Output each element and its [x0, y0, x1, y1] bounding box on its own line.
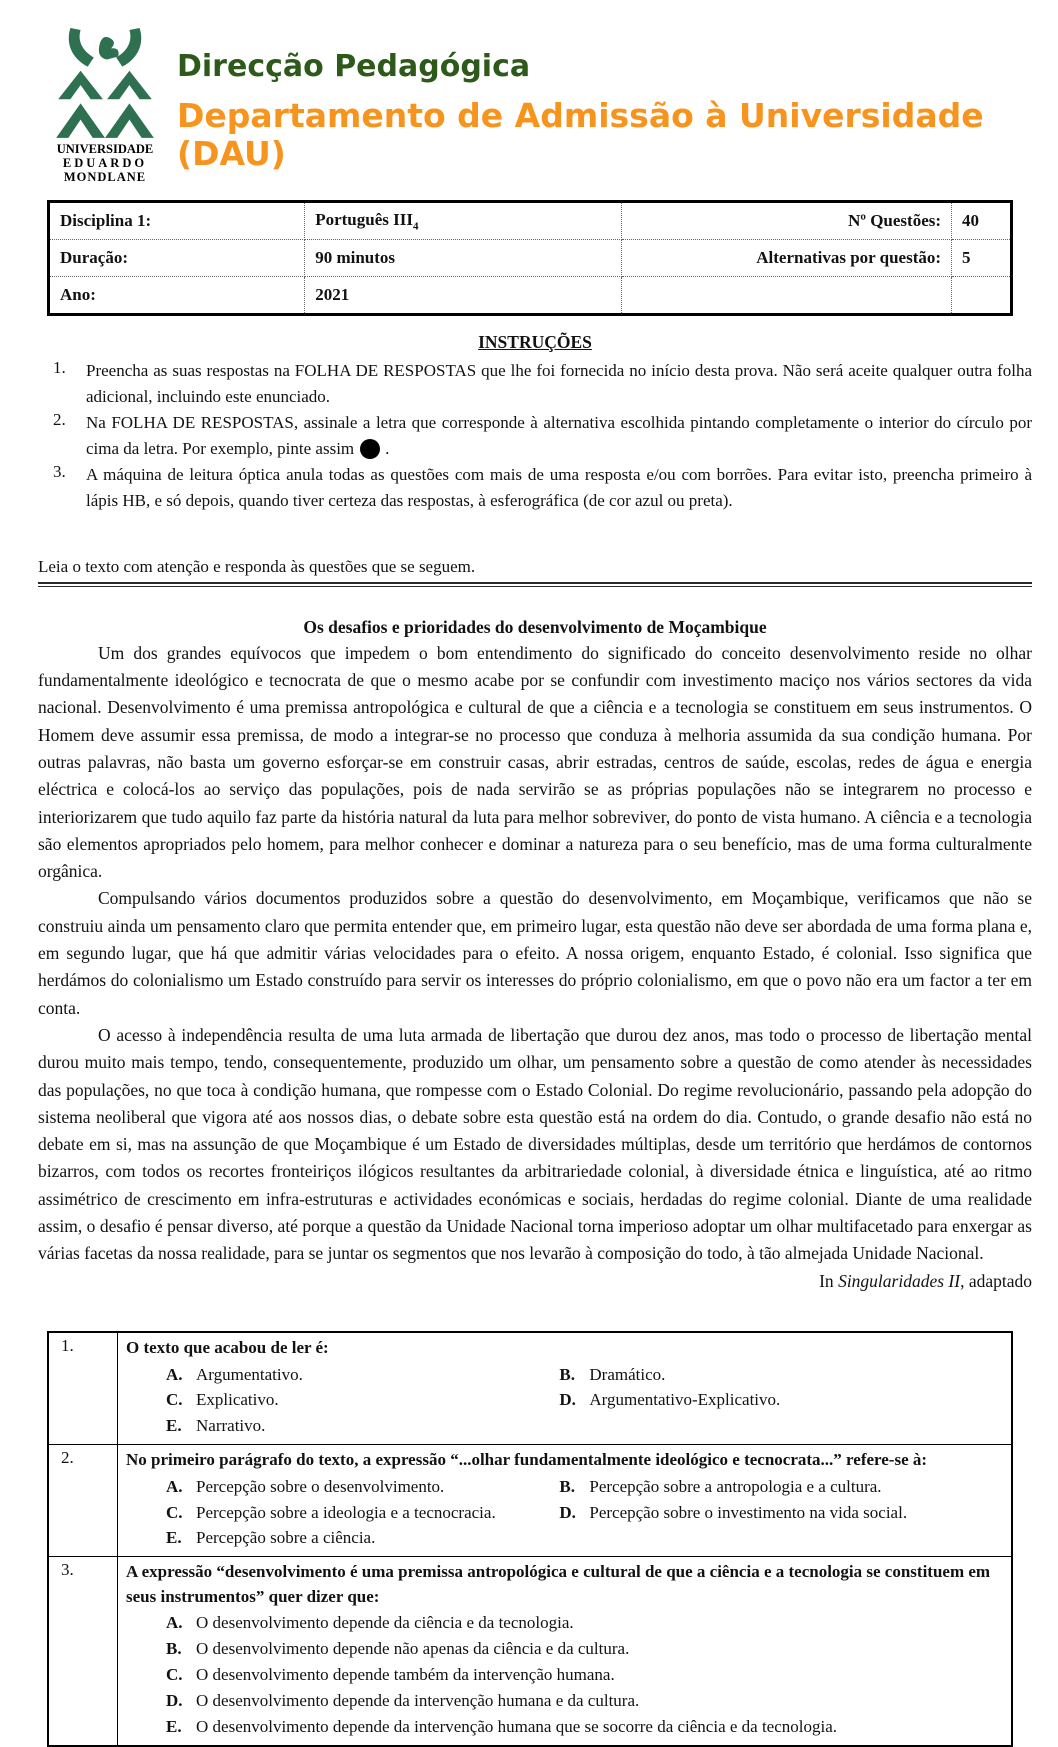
question-3-cell [118, 1557, 1013, 1746]
university-name-line2: EDUARDO [62, 156, 148, 170]
duracao-value: 90 minutos [305, 240, 622, 277]
duracao-label: Duração: [49, 240, 305, 277]
option-e [166, 1714, 1003, 1740]
instruction-item-2 [38, 410, 1032, 461]
question-3-number: 3. [48, 1557, 118, 1746]
option-text: O desenvolvimento depende não apenas da ciência e da cultura. [196, 1639, 630, 1659]
option-letter: A. [166, 1476, 183, 1496]
exam-info-table [47, 200, 1013, 316]
option-letter: B. [166, 1639, 182, 1659]
option-text: Percepção sobre o desenvolvimento. [196, 1476, 445, 1496]
university-name-line1: UNIVERSIDADE [56, 142, 154, 156]
question-1-options [126, 1362, 1003, 1439]
option-letter: D. [559, 1502, 576, 1522]
option-a [166, 1362, 559, 1388]
option-a [166, 1474, 559, 1500]
instruction-text: A máquina de leitura óptica anula todas as questões com mais de uma resposta e/ou com borrões. Para evitar isto, preencha primeiro à lápis HB, e só depois, quando tiver certeza das respostas, à esferográfica (de cor azul ou preta). [86, 465, 1032, 510]
num-questoes-label: Nº Questões: [622, 202, 952, 240]
instruction-2-text: Na FOLHA DE RESPOSTAS, assinale a letra que corresponde à alternativa escolhida pintando completamente o interior do círculo por cima da letra. Por exemplo, pinte assim [86, 413, 1032, 458]
option-d [559, 1500, 1003, 1526]
instruction-number: 2. [53, 410, 66, 429]
option-letter: C. [166, 1502, 183, 1522]
reading-paragraph-1: Um dos grandes equívocos que impedem o bom entendimento do significado do conceito desenvolvimento reside no olhar fundamentalmente ideológico e tecnocrata de que o mesmo acabe por se confundir com investimento maciço nos vários sectores da vida nacional. Desenvolvimento é uma premissa antropológica e cultural de que a ciência e a tecnologia se constituem em seus instrumentos. O Homem deve assumir essa premissa, de modo a integrar-se no processo que conduza à melhoria assumida da sua condição humana. Por outras palavras, não basta um governo esforçar-se em construir casas, abrir estradas, centros de saúde, escolas, redes de água e energia eléctrica e colocá-los ao serviço das populações, pois de nada servirão se as próprias populações não se integrarem no processo e interiorizarem que tudo aquilo faz parte da história natural da luta para melhor sobreviver, do ponto de vista humano. A ciência e a tecnologia são elementos apropriados pelo homem, para melhor conhecer e dominar a natureza para o seu benefício, mas de uma forma culturalmente orgânica. [38, 642, 1032, 882]
ano-label: Ano: [49, 277, 305, 315]
option-d [166, 1688, 1003, 1714]
option-c [166, 1387, 559, 1413]
example-filled-circle-icon [360, 439, 380, 459]
university-name [47, 142, 163, 184]
disciplina-value-text: Português III [315, 209, 413, 229]
option-letter: B. [559, 1476, 575, 1496]
source-prefix: In [819, 1270, 839, 1291]
questions-table [47, 1331, 1013, 1747]
option-letter: B. [559, 1364, 575, 1384]
option-letter: C. [166, 1665, 183, 1685]
option-e [166, 1525, 559, 1551]
option-text: O desenvolvimento depende da intervenção humana que se socorre da ciência e da tecnologia. [196, 1716, 838, 1736]
lead-text: Leia o texto com atenção e responda às questões que se seguem. [38, 557, 476, 576]
instruction-item-3 [38, 462, 1032, 513]
reading-paragraph-3: O acesso à independência resulta de uma luta armada de libertação que durou dez anos, mas todo o processo de libertação mental durou muito mais tempo, tendo, consequentemente, produzido um olhar, um pensamento sobre a questão de como atender às necessidades das populações, no que toca à condição humana, que rompesse com o Estado Colonial. Do regime revolucionário, passando pela adopção do sistema neoliberal que vigora até aos nossos dias, o debate sobre esta questão está na ordem do dia. Contudo, o grande desafio não está no debate em si, mas na assunção de que Moçambique é um Estado de diversidades múltiplas, desde um território que herdámos de contornos bizarros, com todos os recortes fronteiriços ilógicos resultantes da arbitrariedade colonial, à diversidade étnica e linguística, até ao ritmo assimétrico de crescimento em infra-estruturas e actividades económicas e sociais, herdadas do regime colonial. Diante de uma realidade assim, o desafio é pensar diverso, até porque a questão da Unidade Nacional torna imperioso adoptar um olhar multifacetado para enxergar as várias facetas da nossa realidade, para se juntar os segmentos que nos levarão à composição do todo, à tão almejada Unidade Nacional. [38, 1024, 1032, 1264]
university-name-line3: MONDLANE [63, 170, 147, 184]
info-row-disciplina [49, 202, 1012, 240]
header-titles [177, 28, 1032, 173]
instructions-heading: INSTRUÇÕES [478, 332, 592, 352]
info-empty-cell [952, 277, 1012, 315]
disciplina-label: Disciplina 1: [49, 202, 305, 240]
option-text: Argumentativo. [196, 1364, 303, 1384]
source-attribution [38, 1268, 1032, 1295]
disciplina-value-subscript: 4 [412, 220, 419, 233]
question-2-number: 2. [48, 1445, 118, 1557]
university-emblem-icon [56, 28, 154, 142]
question-1-cell [118, 1332, 1013, 1445]
question-3-prompt: A expressão “desenvolvimento é uma premissa antropológica e cultural de que a ciência e a tecnologia se constituem em seus instrumentos” quer dizer que: [126, 1562, 991, 1606]
question-1-number: 1. [48, 1332, 118, 1445]
instruction-text [86, 410, 1032, 461]
instruction-number: 1. [53, 358, 66, 377]
question-1-prompt: O texto que acabou de ler é: [126, 1337, 329, 1357]
option-text: Percepção sobre a ideologia e a tecnocracia. [196, 1502, 496, 1522]
source-title: Singularidades II [838, 1270, 961, 1291]
instruction-text: Preencha as suas respostas na FOLHA DE RESPOSTAS que lhe foi fornecida no início desta prova. Não será aceite qualquer outra folha adicional, incluindo este enunciado. [86, 361, 1032, 406]
alternativas-value: 5 [952, 240, 1012, 277]
option-letter: C. [166, 1390, 183, 1410]
question-3-options [126, 1610, 1003, 1739]
option-letter: D. [166, 1690, 183, 1710]
direccao-pedagogica-title: Direcção Pedagógica [177, 49, 531, 84]
option-letter: A. [166, 1613, 183, 1633]
option-letter: D. [559, 1390, 576, 1410]
question-row-2 [48, 1445, 1012, 1557]
instruction-2-suffix: . [385, 438, 390, 458]
question-row-3 [48, 1557, 1012, 1746]
option-letter: E. [166, 1416, 182, 1436]
question-2-cell [118, 1445, 1013, 1557]
option-d [559, 1387, 1003, 1413]
num-questoes-value: 40 [952, 202, 1012, 240]
question-2-prompt: No primeiro parágrafo do texto, a expressão “...olhar fundamentalmente ideológico e tecnocrata...” refere-se à: [126, 1450, 928, 1470]
option-text: Explicativo. [196, 1390, 279, 1410]
reading-paragraph-2: Compulsando vários documentos produzidos sobre a questão do desenvolvimento, em Moçambique, verificamos que não se construiu ainda um pensamento claro que permita entender que, em primeiro lugar, esta questão não deve ser abordada de uma forma plana e, em segundo lugar, que há que admitir várias velocidades para o efeito. A nossa origem, enquanto Estado, é colonial. Isso significa que herdámos do colonialismo um Estado construído para servir os interesses do próprio colonialismo, em que o povo não era um factor a ter em conta. [38, 888, 1032, 1018]
option-c [166, 1500, 559, 1526]
option-b [559, 1474, 1003, 1500]
info-empty-cell [622, 277, 952, 315]
option-letter: E. [166, 1716, 182, 1736]
option-text: O desenvolvimento depende da intervenção humana e da cultura. [196, 1690, 640, 1710]
option-text: Percepção sobre a ciência. [196, 1528, 376, 1548]
option-a [166, 1610, 1003, 1636]
info-row-ano [49, 277, 1012, 315]
option-letter: A. [166, 1364, 183, 1384]
option-text: Narrativo. [196, 1416, 266, 1436]
reading-title: Os desafios e prioridades do desenvolvimento de Moçambique [303, 616, 767, 637]
page-header [47, 28, 1032, 184]
option-text: Dramático. [589, 1364, 666, 1384]
option-text: O desenvolvimento depende da ciência e da tecnologia. [196, 1613, 574, 1633]
info-row-duracao [49, 240, 1012, 277]
option-b [166, 1636, 1003, 1662]
option-text: Percepção sobre a antropologia e a cultura. [589, 1476, 882, 1496]
horizontal-divider [38, 582, 1032, 587]
option-b [559, 1362, 1003, 1388]
option-text: Argumentativo-Explicativo. [589, 1390, 781, 1410]
departamento-dau-title: Departamento de Admissão à Universidade (DAU) [177, 96, 984, 173]
option-c [166, 1662, 1003, 1688]
source-suffix: , adaptado [960, 1270, 1032, 1291]
question-2-options [126, 1474, 1003, 1551]
option-letter: E. [166, 1528, 182, 1548]
question-row-1 [48, 1332, 1012, 1445]
instruction-number: 3. [53, 462, 66, 481]
option-text: Percepção sobre o investimento na vida social. [589, 1502, 908, 1522]
disciplina-value [305, 202, 622, 240]
alternativas-label: Alternativas por questão: [622, 240, 952, 277]
uem-logo [47, 28, 163, 184]
instruction-item-1 [38, 358, 1032, 409]
option-text: O desenvolvimento depende também da intervenção humana. [196, 1665, 615, 1685]
option-e [166, 1413, 559, 1439]
ano-value: 2021 [305, 277, 622, 315]
